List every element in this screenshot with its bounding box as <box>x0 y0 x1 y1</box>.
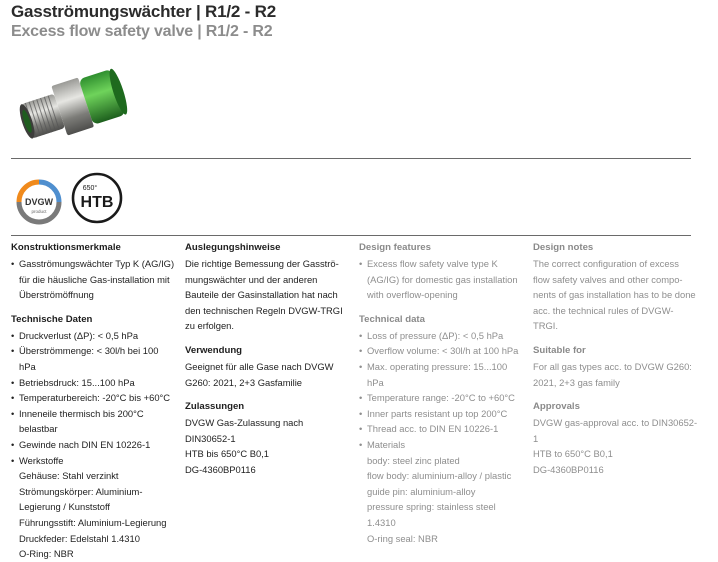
approval-line: DVGW gas-approval acc. to DIN30652-1 <box>533 417 698 444</box>
heading-technical-data: Technical data <box>359 313 425 325</box>
column-en-features <box>359 241 524 546</box>
heading-design-features: Design features <box>359 242 431 253</box>
list-item: • Inneneile thermisch bis 200°C belastbar <box>11 406 176 437</box>
product-image <box>14 58 134 150</box>
dvgw-label: DVGW <box>25 197 53 207</box>
heading-approvals: Approvals <box>533 401 580 413</box>
htb-label: HTB <box>80 194 114 211</box>
column-de-features <box>11 241 176 562</box>
material-item: Strömungskörper: Aluminium-Legierung / Kunststoff <box>19 485 143 513</box>
page-title: Gasströmungswächter | R1/2 - R2 <box>11 2 276 21</box>
htb-temp: 650° <box>82 185 98 192</box>
list-item: • Temperature range: -20°C to +60°C <box>359 390 524 406</box>
list-item: • Thread acc. to DIN EN 10226-1 <box>359 421 524 437</box>
list-item: • Druckverlust (ΔP): < 0,5 hPa <box>11 328 176 344</box>
materials-list <box>359 453 524 547</box>
feature-list <box>359 256 524 303</box>
tech-data-list <box>359 328 524 453</box>
material-item: guide pin: aluminium-alloy <box>367 485 476 497</box>
approval-line: DG-4360BP0116 <box>185 463 256 475</box>
tech-data-list <box>11 328 176 468</box>
dvgw-badge <box>11 170 67 226</box>
list-item: • Max. operating pressure: 15...100 hPa <box>359 359 524 390</box>
dvgw-sublabel: product <box>31 209 47 214</box>
approval-line: DG-4360BP0116 <box>533 463 604 475</box>
heading-auslegungshinweise: Auslegungshinweise <box>185 242 281 253</box>
approval-line: HTB bis 650°C B0,1 <box>185 448 269 460</box>
list-item: • Loss of pressure (ΔP): < 0,5 hPa <box>359 328 524 344</box>
list-item: • Gasströmungswächter Typ K (AG/IG) für die häusliche Gas-installation mit Überströmöffnung <box>11 256 176 303</box>
list-item: • Temperaturbereich: -20°C bis +60°C <box>11 390 176 406</box>
column-de-notes <box>185 241 350 488</box>
list-item: • Werkstoffe <box>11 453 176 469</box>
heading-verwendung: Verwendung <box>185 344 243 356</box>
list-item: • Excess flow safety valve type K (AG/IG) for domestic gas installation with overflow-opening <box>359 256 524 303</box>
material-item: Druckfeder: Edelstahl 1.4310 <box>19 532 140 544</box>
heading-design-notes: Design notes <box>533 242 594 253</box>
materials-list <box>11 468 176 562</box>
list-item: • Overflow volume: < 30l/h at 100 hPa <box>359 343 524 359</box>
column-en-notes <box>533 241 698 488</box>
certification-badges <box>11 170 211 226</box>
material-item: Führungsstift: Aluminium-Legierung <box>19 516 167 528</box>
material-item: pressure spring: stainless steel 1.4310 <box>367 501 496 528</box>
approval-line: DVGW Gas-Zulassung nach DIN30652-1 <box>185 417 304 444</box>
heading-suitable-for: Suitable for <box>533 344 586 356</box>
material-item: body: steel zinc plated <box>367 454 460 466</box>
page-subtitle: Excess flow safety valve | R1/2 - R2 <box>11 23 273 40</box>
paragraph: For all gas types acc. to DVGW G260: 2021, 2+3 gas family <box>533 360 692 388</box>
feature-list <box>11 256 176 303</box>
paragraph: The correct configuration of excess flow safety valves and other compo-nents of gas installation has to be done acc. the technical rules of DVGW-TRGI. <box>533 258 696 332</box>
approval-line: HTB to 650°C B0,1 <box>533 448 613 460</box>
heading-zulassungen: Zulassungen <box>185 401 245 413</box>
top-divider <box>11 158 691 159</box>
list-item: • Materials <box>359 437 524 453</box>
htb-badge <box>69 170 125 226</box>
section-divider <box>11 235 691 236</box>
list-item: • Inner parts resistant up top 200°C <box>359 406 524 422</box>
material-item: O-Ring: NBR <box>19 548 74 560</box>
paragraph: Geeignet für alle Gase nach DVGW G260: 2021, 2+3 Gasfamilie <box>185 360 334 388</box>
list-item: • Überströmmenge: < 30l/h bei 100 hPa <box>11 343 176 374</box>
heading-technische-daten: Technische Daten <box>11 313 93 325</box>
list-item: • Betriebsdruck: 15...100 hPa <box>11 375 176 391</box>
paragraph: Die richtige Bemessung der Gasströ-mungswächter und der anderen Bauteile der Gasinstallation hat nach den technischen Regeln DVGW-TRGI zu erfolgen. <box>185 258 343 332</box>
material-item: O-ring seal: NBR <box>367 532 438 544</box>
material-item: flow body: aluminium-alloy / plastic <box>367 470 512 482</box>
list-item: • Gewinde nach DIN EN 10226-1 <box>11 437 176 453</box>
heading-konstruktionsmerkmale: Konstruktionsmerkmale <box>11 242 121 253</box>
material-item: Gehäuse: Stahl verzinkt <box>19 470 119 482</box>
